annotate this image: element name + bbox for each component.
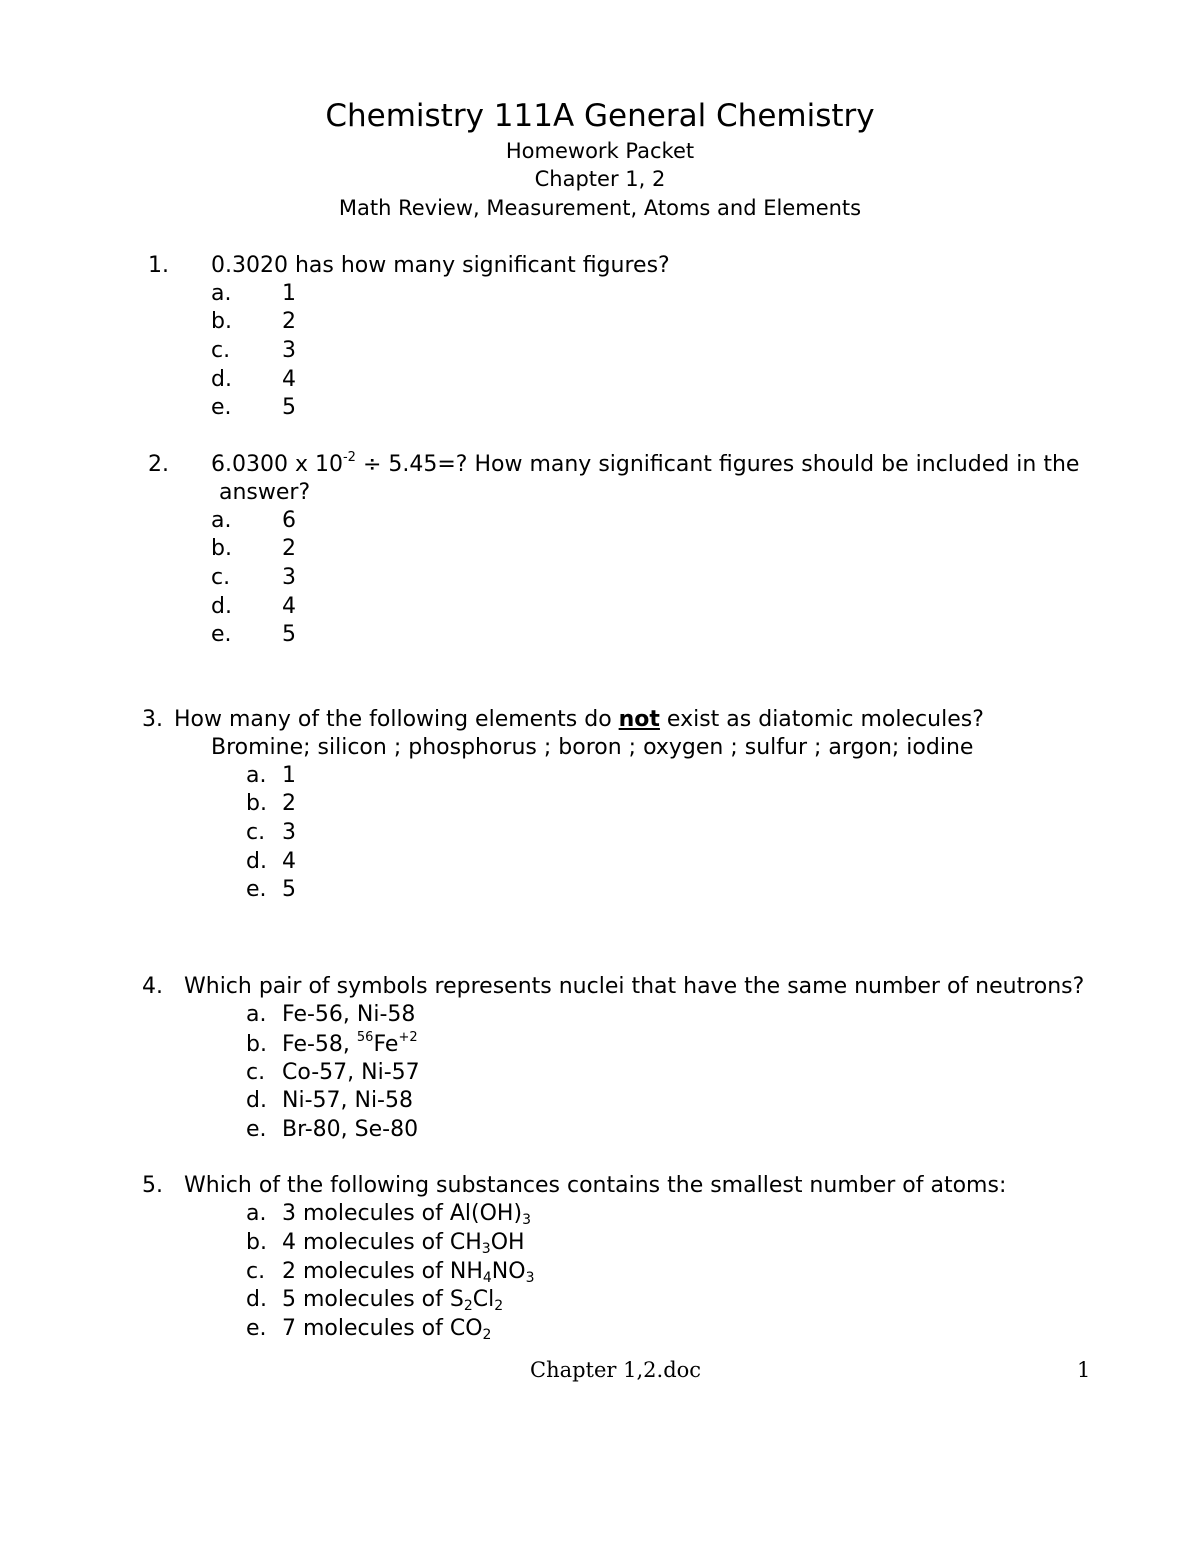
q3-text (174, 706, 984, 734)
q5-choice-e-subscript: 2 (482, 1327, 492, 1343)
q3-choice-value: 3 (282, 820, 296, 845)
q5-choice-a-text: 3 molecules of Al(OH) (282, 1201, 523, 1226)
q2-choice-letter: c. (211, 565, 231, 590)
footer-page-number: 1 (1077, 1358, 1091, 1382)
q5-choice-c-text-mid: NO (491, 1259, 526, 1284)
q3-element-list: Bromine; silicon ; phosphorus ; boron ; oxygen ; sulfur ; argon; iodine (211, 735, 974, 760)
q5-choice-c-subscript-2: 3 (525, 1270, 535, 1286)
q4-choice-letter: d. (246, 1088, 267, 1113)
q3-choice-value: 1 (282, 763, 296, 788)
q1-choice-value: 1 (282, 281, 296, 306)
q1-choice-letter: c. (211, 338, 231, 363)
q2-choice-letter: b. (211, 536, 232, 561)
document-subtitle-topics: Math Review, Measurement, Atoms and Elements (338, 196, 862, 220)
q3-text-emphasis: not (618, 707, 660, 732)
q5-choice-letter: a. (246, 1201, 267, 1226)
q5-choice-a-subscript: 3 (522, 1212, 531, 1228)
q5-choice-d-text: 5 molecules of S (282, 1287, 464, 1312)
q4-choice-d-value: Ni-57, Ni-58 (282, 1088, 413, 1113)
q2-number: 2. (148, 452, 169, 477)
q1-text: 0.3020 has how many significant figures? (211, 253, 670, 278)
q1-choice-letter: b. (211, 309, 232, 334)
q2-choice-value: 5 (282, 622, 296, 647)
q5-choice-letter: d. (246, 1287, 267, 1312)
q4-choice-letter: b. (246, 1032, 267, 1057)
q2-exponent: -2 (342, 450, 356, 465)
q4-choice-c-value: Co-57, Ni-57 (282, 1060, 420, 1085)
document-subtitle-chapter: Chapter 1, 2 (534, 167, 666, 191)
q3-text-pre: How many of the following elements do (174, 707, 619, 732)
q1-choice-value: 5 (282, 395, 296, 420)
q3-choice-letter: e. (246, 877, 267, 902)
q5-choice-e-value (282, 1315, 491, 1345)
q4-choice-letter: e. (246, 1117, 267, 1142)
q3-number: 3. (142, 707, 163, 732)
q5-choice-d-text-mid: Cl (472, 1287, 495, 1312)
q2-text-rest: ÷ 5.45=? How many significant figures should be included in the (355, 452, 1080, 477)
q3-choice-letter: b. (246, 791, 267, 816)
footer-filename: Chapter 1,2.doc (530, 1358, 702, 1382)
q5-choice-b-text: 4 molecules of CH (282, 1230, 482, 1255)
q3-choice-letter: c. (246, 820, 266, 845)
q5-choice-d-subscript-2: 2 (494, 1298, 504, 1314)
q5-choice-c-text: 2 molecules of NH (282, 1259, 483, 1284)
q4-choice-b-symbol: Fe (373, 1032, 399, 1057)
q2-text-base: 6.0300 x 10 (211, 452, 343, 477)
q3-choice-letter: a. (246, 763, 267, 788)
q5-text: Which of the following substances contains the smallest number of atoms: (184, 1173, 1007, 1198)
q1-choice-letter: d. (211, 367, 232, 392)
q5-choice-c-value (282, 1258, 535, 1288)
q2-choice-value: 4 (282, 594, 296, 619)
q2-choice-value: 3 (282, 565, 296, 590)
q5-choice-c-subscript: 4 (482, 1270, 492, 1286)
q5-choice-b-subscript: 3 (481, 1241, 491, 1257)
q5-choice-letter: c. (246, 1259, 266, 1284)
q3-choice-value: 4 (282, 849, 296, 874)
q3-choice-letter: d. (246, 849, 267, 874)
q3-choice-value: 5 (282, 877, 296, 902)
q2-choice-letter: e. (211, 622, 232, 647)
q4-choice-b-charge: +2 (398, 1030, 418, 1045)
q1-choice-value: 2 (282, 309, 296, 334)
q4-choice-b-pre: Fe-58, (282, 1032, 357, 1057)
q1-choice-letter: e. (211, 395, 232, 420)
q2-choice-letter: d. (211, 594, 232, 619)
q5-choice-a-value (282, 1200, 531, 1230)
document-subtitle-packet: Homework Packet (505, 139, 695, 163)
q2-choice-value: 6 (282, 508, 296, 533)
q5-choice-b-text-end: OH (490, 1230, 525, 1255)
q1-choice-value: 3 (282, 338, 296, 363)
q2-text (211, 451, 1079, 482)
q4-choice-b-mass-number: 56 (356, 1030, 374, 1045)
q3-choice-value: 2 (282, 791, 296, 816)
q5-number: 5. (142, 1173, 163, 1198)
q1-choice-value: 4 (282, 367, 296, 392)
q1-choice-letter: a. (211, 281, 232, 306)
q2-text-line2: answer? (219, 480, 311, 505)
q4-choice-e-value: Br-80, Se-80 (282, 1117, 419, 1142)
q5-choice-b-value (282, 1229, 525, 1259)
q4-choice-a-value: Fe-56, Ni-58 (282, 1002, 416, 1027)
q4-choice-b-value (282, 1031, 418, 1062)
document-title: Chemistry 111A General Chemistry (325, 98, 875, 134)
q2-choice-letter: a. (211, 508, 232, 533)
q4-choice-letter: a. (246, 1002, 267, 1027)
q2-choice-value: 2 (282, 536, 296, 561)
q5-choice-d-value (282, 1286, 503, 1316)
q5-choice-letter: b. (246, 1230, 267, 1255)
q5-choice-d-subscript: 2 (463, 1298, 473, 1314)
q4-text: Which pair of symbols represents nuclei that have the same number of neutrons? (184, 974, 1085, 999)
q4-choice-letter: c. (246, 1060, 266, 1085)
q1-number: 1. (148, 253, 169, 278)
q5-choice-e-text: 7 molecules of CO (282, 1316, 483, 1341)
q3-text-post: exist as diatomic molecules? (659, 707, 984, 732)
q4-number: 4. (142, 974, 163, 999)
q5-choice-letter: e. (246, 1316, 267, 1341)
